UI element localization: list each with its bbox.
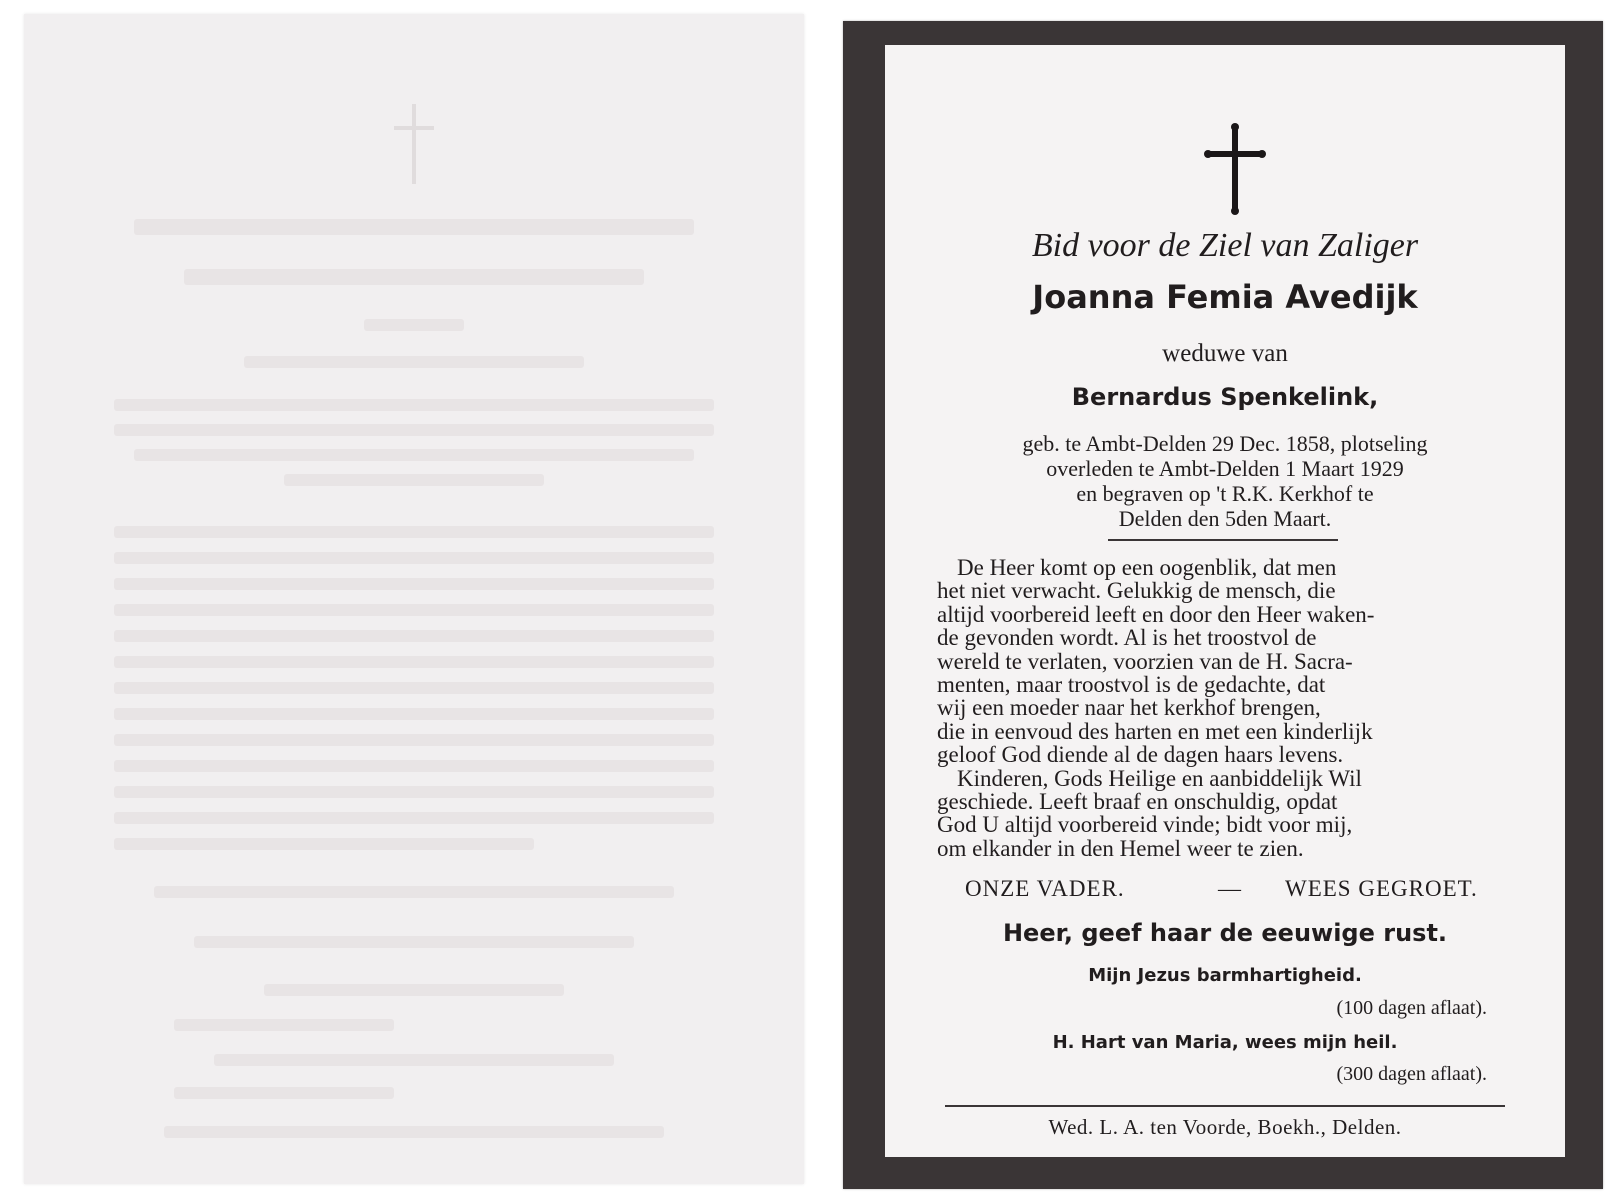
card-title: Bid voor de Ziel van Zaliger [1031, 227, 1419, 264]
prayer-line: wij een moeder naar het kerkhof brengen, [937, 695, 1321, 721]
card-front-panel [885, 45, 1565, 1157]
prayer-line: Kinderen, Gods Heilige en aanbiddelijk Wil [957, 765, 1362, 791]
back-show-through [94, 94, 734, 1144]
bio-line: en begraven op 't R.K. Kerkhof te [1076, 481, 1374, 506]
prayer-text [937, 556, 1517, 860]
card-front-side [843, 21, 1603, 1189]
bio-line: geb. te Ambt-Delden 29 Dec. 1858, plotseling [1022, 431, 1428, 456]
prayer-line: God U altijd voorbereid vinde; bidt voor mij, [937, 812, 1353, 838]
prayer-line: geschiede. Leeft braaf en onschuldig, opdat [937, 789, 1338, 815]
bio-line: overleden te Ambt-Delden 1 Maart 1929 [1046, 456, 1404, 481]
onze-vader-label: ONZE VADER. [965, 876, 1125, 901]
divider-long [945, 1105, 1505, 1107]
card-back-side [24, 14, 804, 1184]
back-cross-icon [394, 104, 434, 184]
prayer-line: wereld te verlaten, voorzien van de H. Sacra- [937, 648, 1353, 674]
ejaculation-2: H. Hart van Maria, wees mijn heil. [1052, 1032, 1398, 1053]
prayer-line: de gevonden wordt. Al is het troostvol de [937, 625, 1317, 651]
husband-name: Bernardus Spenkelink, [1071, 383, 1379, 411]
prayer-line: geloof God diende al de dagen haars levens. [937, 742, 1344, 768]
prayer-line: De Heer komt op een oogenblik, dat men [957, 555, 1337, 580]
widow-of-label: weduwe van [1162, 340, 1288, 367]
wees-gegroet-label: WEES GEGROET. [1285, 876, 1478, 901]
eternal-rest-prayer: Heer, geef haar de eeuwige rust. [1002, 919, 1448, 947]
indulgence-1: (100 dagen aflaat). [1336, 997, 1487, 1019]
prayer-line: menten, maar troostvol is de gedachte, dat [937, 672, 1326, 698]
bio-line: Delden den 5den Maart. [1118, 506, 1332, 531]
cross-icon [1208, 127, 1262, 211]
indulgence-2: (300 dagen aflaat). [1336, 1063, 1487, 1085]
ejaculation-1: Mijn Jezus barmhartigheid. [1088, 965, 1362, 986]
prayer-line: altijd voorbereid leeft en door den Heer waken- [937, 601, 1375, 627]
divider-short [1108, 539, 1338, 541]
printer-credit: Wed. L. A. ten Voorde, Boekh., Delden. [1048, 1115, 1402, 1139]
biography [885, 431, 1565, 531]
prayer-line: het niet verwacht. Gelukkig de mensch, die [937, 578, 1336, 604]
deceased-name: Joanna Femia Avedijk [1032, 278, 1418, 316]
prayer-line: die in eenvoud des harten en met een kinderlijk [937, 718, 1373, 744]
prayer-line: om elkander in den Hemel weer te zien. [937, 835, 1304, 861]
dash-separator: — [1218, 876, 1241, 901]
